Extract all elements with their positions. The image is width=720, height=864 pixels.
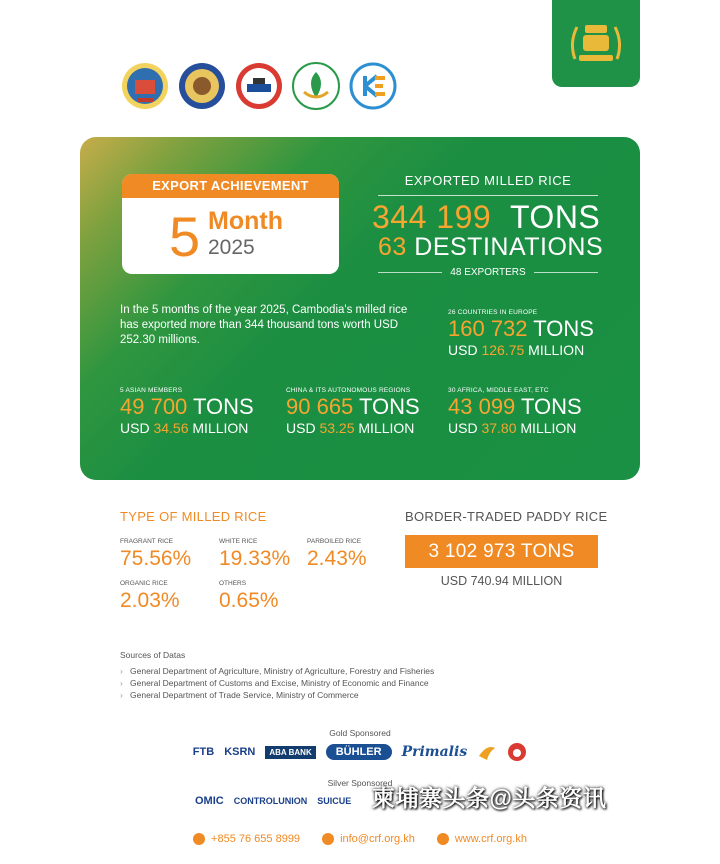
silver-sponsors-row [0,795,720,807]
region-usd: 126.75 [481,342,525,358]
usd-suffix: MILLION [528,342,585,358]
ksrn-logo: KSRN [224,746,256,758]
paddy-usd: USD 740.94 MILLION [440,574,563,588]
rice-type-label: PARBOILED RICE [307,538,362,545]
rice-type-parboiled [307,538,367,571]
total-tons-unit: TONS [509,199,601,235]
ministry-seal-icon [121,62,169,110]
port-seal-icon [235,62,283,110]
rice-type-label: OTHERS [219,580,247,587]
federation-seal-icon [178,62,226,110]
ftb-logo: FTB [192,746,215,758]
region-europe [448,309,594,358]
region-usd: 53.25 [319,420,355,436]
silver-sponsors-title: Silver Sponsored [327,778,393,788]
exporters-count: 48 EXPORTERS [450,267,526,278]
region-tons: 43 099 [448,394,516,419]
mail-icon [322,833,334,845]
usd-prefix: USD [448,342,478,358]
divider [378,195,598,196]
export-achievement-card [122,174,339,274]
region-label: CHINA & ITS AUTONOMOUS REGIONS [286,387,411,394]
rice-type-label: WHITE RICE [219,538,258,545]
region-unit: TONS [359,394,420,419]
sources-title: Sources of Datas [120,650,186,660]
rice-type-value: 2.03% [120,589,180,612]
partner-logos [121,62,397,110]
rice-type-fragrant [120,538,191,571]
contact-email[interactable] [322,833,415,845]
contact-phone[interactable] [193,833,300,845]
destinations-label: DESTINATIONS [414,233,604,261]
rice-type-label: ORGANIC RICE [120,580,168,587]
controlunion-logo: CONTROLUNION [233,796,308,806]
export-panel [80,137,640,480]
region-usd: 37.80 [481,420,517,436]
usd-prefix: USD [286,420,316,436]
source-text: General Department of Trade Service, Ministry of Commerce [130,690,359,700]
intro-text: In the 5 months of the year 2025, Cambodia's milled rice has exported more than 344 thousand tons worth USD 252.30 millions. [120,304,408,346]
destinations [378,233,603,262]
omic-logo: OMIC [195,795,224,807]
rice-type-value: 75.56% [120,547,192,570]
rice-type-organic [120,580,180,613]
year: 2025 [208,236,255,259]
buhler-logo: BÜHLER [326,744,392,760]
source-item: › General Department of Trade Service, Ministry of Commerce [120,690,359,700]
region-china [286,387,420,436]
month-word: Month [208,207,283,235]
rice-type-label: FRAGRANT RICE [120,538,173,545]
crf-emblem-icon [565,13,627,75]
contact-web[interactable] [437,833,527,845]
rice-type-white [219,538,290,571]
exporters-row [378,267,598,278]
destinations-count: 63 [378,233,407,261]
globe-icon [437,833,449,845]
region-label: 5 ASIAN MEMBERS [120,387,183,394]
watermark: 柬埔寨头条@头条资讯 [372,785,607,811]
source-text: General Department of Agriculture, Ministry of Agriculture, Forestry and Fisheries [130,666,435,676]
paddy-tons: 3 102 973 TONS [405,535,598,568]
aba-bank-logo: ABA BANK [265,746,315,759]
source-text: General Department of Customs and Excise, Ministry of Economic and Finance [130,678,429,688]
rice-leaf-icon [292,62,340,110]
exported-title: EXPORTED MILLED RICE [404,173,572,188]
crf-emblem-badge [552,0,640,87]
export-achievement-badge: EXPORT ACHIEVEMENT [122,174,339,198]
usd-prefix: USD [448,420,478,436]
paddy-title: BORDER-TRADED PADDY RICE [405,509,608,524]
usd-prefix: USD [120,420,150,436]
rice-types-title: TYPE OF MILLED RICE [120,509,267,524]
rice-type-value: 19.33% [219,547,291,570]
region-tons: 49 700 [120,394,188,419]
rice-type-value: 0.65% [219,589,279,612]
region-label: 26 COUNTRIES IN EUROPE [448,309,538,316]
usd-suffix: MILLION [358,420,415,436]
region-usd: 34.56 [153,420,189,436]
month-count: 5 [169,205,201,268]
rice-type-others [219,580,279,613]
source-item: › General Department of Customs and Excise, Ministry of Economic and Finance [120,678,429,688]
region-unit: TONS [533,316,594,341]
ke-logo-icon [349,62,397,110]
region-unit: TONS [193,394,254,419]
region-label: 30 AFRICA, MIDDLE EAST, ETC [448,387,549,394]
gold-sponsors-title: Gold Sponsored [329,728,391,738]
phone-text: +855 76 655 8999 [211,833,301,845]
region-tons: 90 665 [286,394,354,419]
gold-sponsors-row [0,742,720,762]
phone-icon [193,833,205,845]
total-tons-value: 344 199 [372,199,492,235]
rice-type-value: 2.43% [307,547,367,570]
suicue-logo: SUICUE [317,796,352,806]
region-unit: TONS [521,394,582,419]
usd-suffix: MILLION [192,420,249,436]
contact-row [0,833,720,845]
source-item: › General Department of Agriculture, Ministry of Agriculture, Forestry and Fisheries [120,666,435,676]
primalis-logo: Primalis [401,744,468,760]
usd-suffix: MILLION [520,420,577,436]
drop-logo-icon [507,742,527,762]
region-tons: 160 732 [448,316,528,341]
bird-logo-icon [477,742,497,762]
region-asia [120,387,254,436]
email-text: info@crf.org.kh [340,833,415,845]
total-tons [372,199,600,236]
web-text: www.crf.org.kh [454,833,527,845]
region-africa [448,387,582,436]
